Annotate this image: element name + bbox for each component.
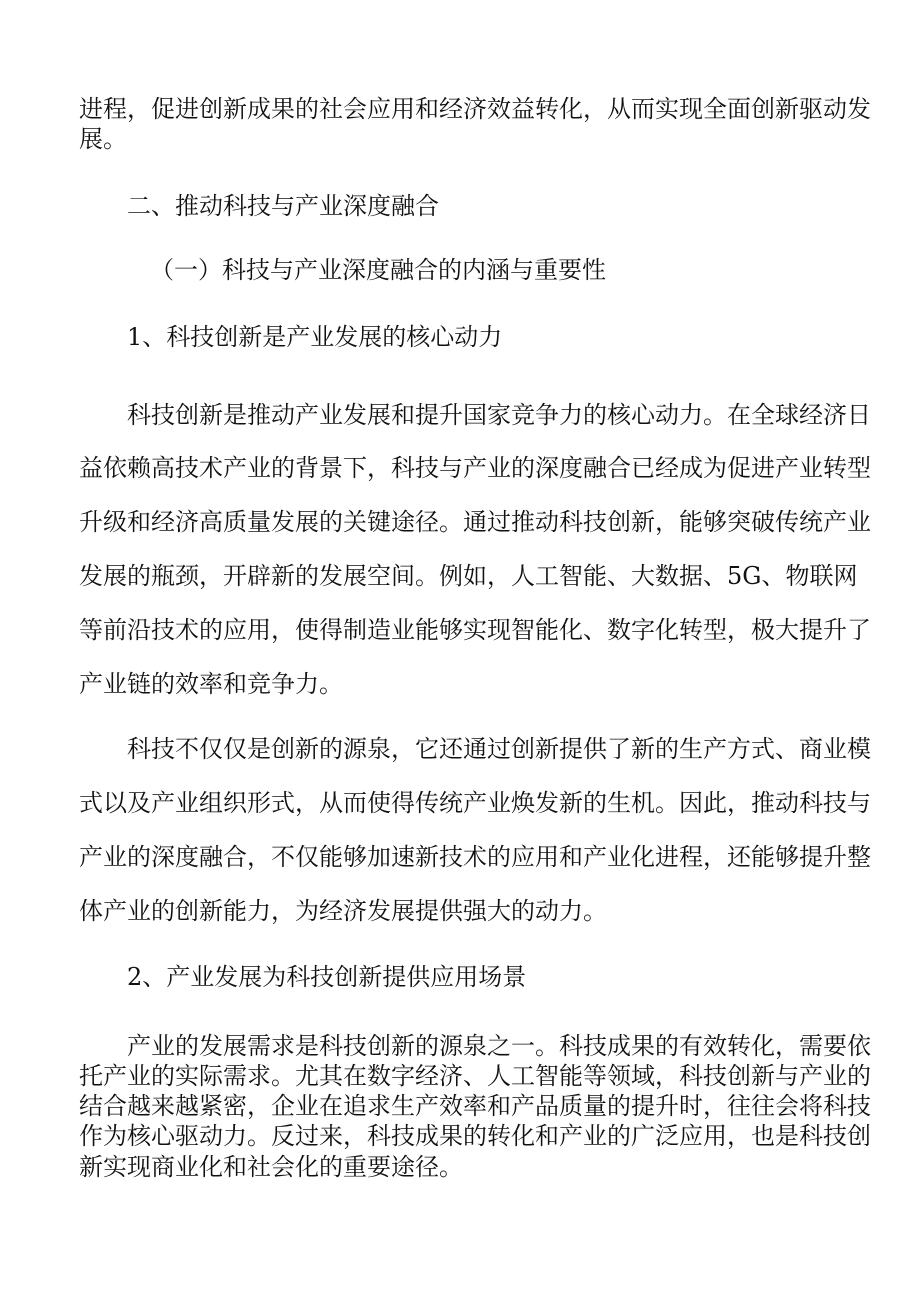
paragraph-line: 式以及产业组织形式，从而使得传统产业焕发新的生机。因此，推动科技与	[79, 789, 871, 817]
paragraph-line: 新实现商业化和社会化的重要途径。	[79, 1153, 463, 1181]
paragraph-line: 等前沿技术的应用，使得制造业能够实现智能化、数字化转型，极大提升了	[79, 616, 871, 644]
paragraph-line: 科技不仅仅是创新的源泉，它还通过创新提供了新的生产方式、商业模	[127, 735, 871, 763]
item-heading-2: 2、产业发展为科技创新提供应用场景	[127, 963, 527, 991]
paragraph-line: 托产业的实际需求。尤其在数字经济、人工智能等领域，科技创新与产业的	[79, 1062, 871, 1090]
paragraph-line: 益依赖高技术产业的背景下，科技与产业的深度融合已经成为促进产业转型	[79, 454, 871, 482]
paragraph-line: 进程，促进创新成果的社会应用和经济效益转化，从而实现全面创新驱动发	[79, 95, 871, 123]
paragraph-line: 升级和经济高质量发展的关键途径。通过推动科技创新，能够突破传统产业	[79, 508, 871, 536]
paragraph-line: 科技创新是推动产业发展和提升国家竞争力的核心动力。在全球经济日	[127, 401, 871, 429]
section-heading: 二、推动科技与产业深度融合	[127, 192, 439, 220]
subsection-heading: （一）科技与产业深度融合的内涵与重要性	[150, 256, 606, 284]
paragraph-line: 产业链的效率和竞争力。	[79, 670, 343, 698]
paragraph-line: 作为核心驱动力。反过来，科技成果的转化和产业的广泛应用，也是科技创	[79, 1122, 871, 1150]
item-heading-1: 1、科技创新是产业发展的核心动力	[127, 323, 503, 351]
paragraph-line: 结合越来越紧密，企业在追求生产效率和产品质量的提升时，往往会将科技	[79, 1092, 871, 1120]
paragraph-line: 体产业的创新能力，为经济发展提供强大的动力。	[79, 897, 607, 925]
paragraph-line: 发展的瓶颈，开辟新的发展空间。例如，人工智能、大数据、5G、物联网	[79, 562, 858, 590]
paragraph-line: 展。	[79, 125, 127, 153]
paragraph-line: 产业的发展需求是科技创新的源泉之一。科技成果的有效转化，需要依	[127, 1032, 871, 1060]
paragraph-line: 产业的深度融合，不仅能够加速新技术的应用和产业化进程，还能够提升整	[79, 843, 871, 871]
